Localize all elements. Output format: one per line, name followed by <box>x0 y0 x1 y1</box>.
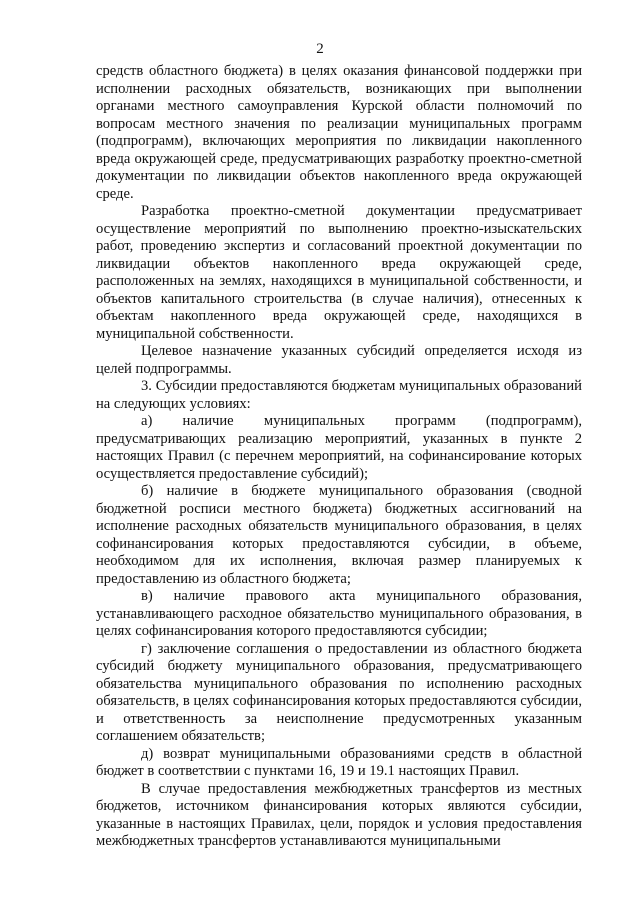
paragraph-condition-a: а) наличие муниципальных программ (подпрограмм), предусматривающих реализацию мероприятий, указанных в пункте 2 настоящих Правил (с перечнем мероприятий, на софинансирование которых осуществляется предоставление субсидий); <box>96 413 582 482</box>
page-number: 2 <box>316 41 324 57</box>
paragraph-clause-3: 3. Субсидии предоставляются бюджетам муниципальных образований на следующих условиях: <box>96 378 582 412</box>
paragraph-design-documentation: Разработка проектно-сметной документации предусматривает осуществление мероприятий по выполнению проектно-изыскательских работ, проведению экспертиз и согласований проектной документации по ликвидации объектов накопленного вреда окружающей среде, расположенных на землях, находящихся в муниципальной собственности, и объектов капитального строительства (в случае наличия), отнесенных к объектам накопленного вреда окружающей среде, находящихся в муниципальной собственности. <box>96 203 582 342</box>
paragraph-continuation: средств областного бюджета) в целях оказания финансовой поддержки при исполнении расходных обязательств, возникающих при выполнении органами местного самоуправления Курской области полномочий по вопросам местного значения по реализации муниципальных программ (подпрограмм), включающих мероприятия по ликвидации накопленного вреда окружающей среде, предусматривающих разработку проектно-сметной документации по ликвидации объектов накопленного вреда окружающей среде. <box>96 63 582 202</box>
paragraph-condition-g: г) заключение соглашения о предоставлении из областного бюджета субсидий бюджету муниципального образования, предусматривающего обязательства муниципального образования по исполнению расходных обязательств, в целях софинансирования которых предоставляются субсидии, и ответственность за неисполнение предусмотренных указанным соглашением обязательств; <box>96 640 582 744</box>
paragraph-purpose: Целевое назначение указанных субсидий определяется исходя из целей подпрограммы. <box>96 343 582 377</box>
paragraph-condition-d: д) возврат муниципальными образованиями средств в областной бюджет в соответствии с пунктами 16, 19 и 19.1 настоящих Правил. <box>96 745 582 779</box>
paragraph-interbudget-transfers: В случае предоставления межбюджетных трансфертов из местных бюджетов, источником финансирования которых являются субсидии, указанные в настоящих Правилах, цели, порядок и условия предоставления межбюджетных трансфертов устанавливаются муниципальными <box>96 780 582 849</box>
paragraph-condition-b: б) наличие в бюджете муниципального образования (сводной бюджетной росписи местного бюджета) бюджетных ассигнований на исполнение расходных обязательств муниципального образования, в целях софинансирования которых предоставляются субсидии, в объеме, необходимом для их исполнения, включая размер планируемых к предоставлению из областного бюджета; <box>96 483 582 587</box>
paragraph-condition-v: в) наличие правового акта муниципального образования, устанавливающего расходное обязательство муниципального образования, в целях софинансирования которого предоставляются субсидии; <box>96 588 582 639</box>
document-body <box>96 63 582 851</box>
